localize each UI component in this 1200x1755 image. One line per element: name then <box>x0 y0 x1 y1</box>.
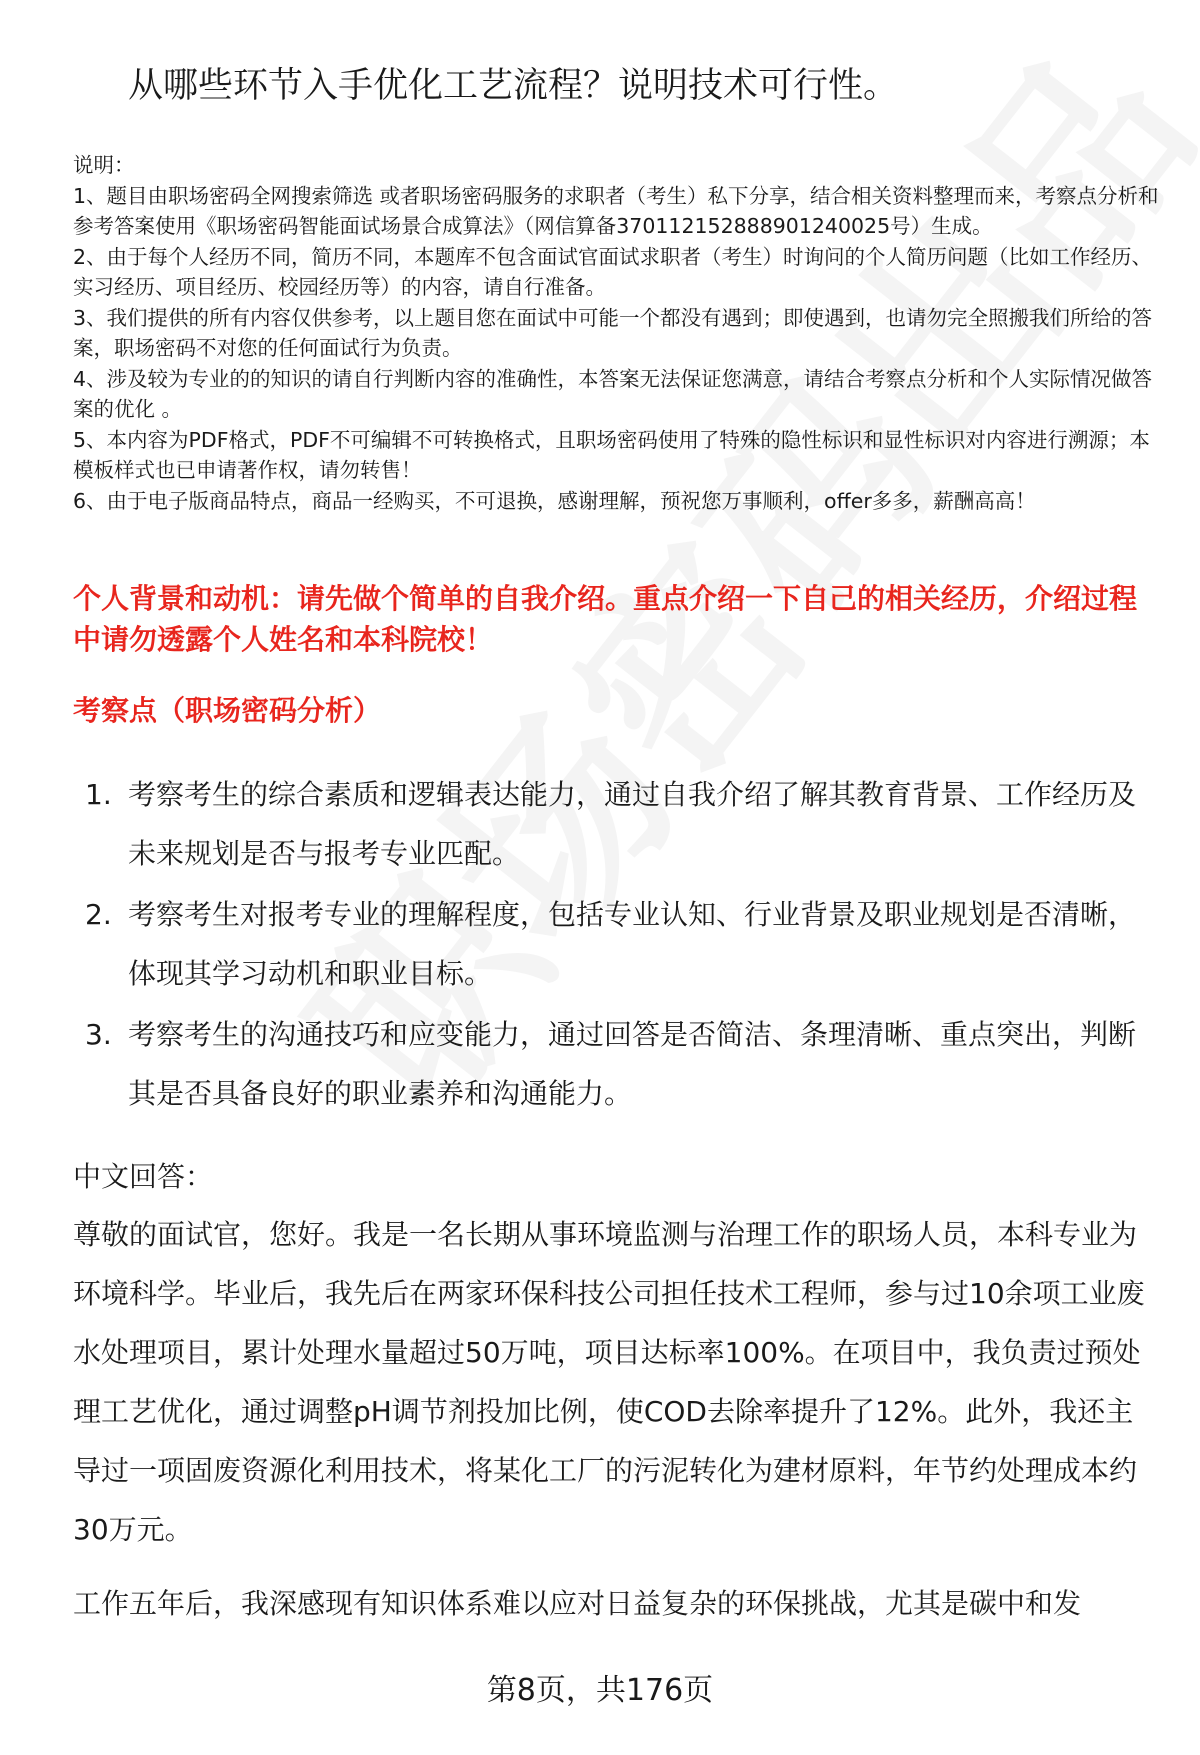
list-item <box>73 765 1153 883</box>
list-item-number: 2. <box>85 898 112 931</box>
question-title: 从哪些环节入手优化工艺流程？说明技术可行性。 <box>128 66 899 106</box>
list-item-number: 3. <box>85 1018 112 1051</box>
answer-paragraph: 尊敬的面试官，您好。我是一名长期从事环境监测与治理工作的职场人员，本科专业为环境科学。毕业后，我先后在两家环保科技公司担任技术工程师，参与过10余项工业废水处理项目，累计处理水量超过50万吨，项目达标率100%。在项目中，我负责过预处理工艺优化，通过调整pH调节剂投加比例，使COD去除率提升了12%。此外，我还主导过一项固废资源化利用技术，将某化工厂的污泥转化为建材原料，年节约处理成本约30万元。 <box>73 1218 1145 1546</box>
note-item: 1、题目由职场密码全网搜索筛选 或者职场密码服务的求职者（考生）私下分享，结合相关资料整理而来，考察点分析和参考答案使用《职场密码智能面试场景合成算法》（网信算备370112152888901240025号）生成。 <box>73 183 1159 238</box>
note-item: 6、由于电子版商品特点，商品一经购买，不可退换，感谢理解，预祝您万事顺利，offer多多，薪酬高高！ <box>73 488 1036 513</box>
answer-body <box>73 1205 1153 1633</box>
list-item-text: 考察考生对报考专业的理解程度，包括专业认知、行业背景及职业规划是否清晰，体现其学习动机和职业目标。 <box>128 898 1137 990</box>
list-item <box>73 1005 1153 1123</box>
note-item: 3、我们提供的所有内容仅供参考，以上题目您在面试中可能一个都没有遇到；即使遇到，也请勿完全照搬我们所给的答案，职场密码不对您的任何面试行为负责。 <box>73 305 1153 360</box>
note-item: 5、本内容为PDF格式，PDF不可编辑不可转换格式，且职场密码使用了特殊的隐性标识和显性标识对内容进行溯源；本模板样式也已申请著作权，请勿转售！ <box>73 427 1150 482</box>
list-item-text: 考察考生的沟通技巧和应变能力，通过回答是否简洁、条理清晰、重点突出，判断其是否具备良好的职业素养和沟通能力。 <box>128 1018 1137 1110</box>
list-item <box>73 885 1153 1003</box>
assessment-points-heading: 考察点（职场密码分析） <box>73 694 382 727</box>
note-item: 4、涉及较为专业的的知识的请自行判断内容的准确性，本答案无法保证您满意，请结合考察点分析和个人实际情况做答案的优化 。 <box>73 366 1153 421</box>
interview-question-heading: 个人背景和动机：请先做个简单的自我介绍。重点介绍一下自己的相关经历，介绍过程中请勿透露个人姓名和本科院校！ <box>73 582 1138 656</box>
notes-label: 说明： <box>73 153 135 177</box>
list-item-text: 考察考生的综合素质和逻辑表达能力，通过自我介绍了解其教育背景、工作经历及未来规划是否与报考专业匹配。 <box>128 778 1137 870</box>
answer-label: 中文回答： <box>73 1160 214 1193</box>
disclaimer-notes <box>73 150 1163 516</box>
assessment-points-list <box>73 765 1153 1125</box>
page-number: 第8页，共176页 <box>486 1673 714 1708</box>
answer-paragraph: 工作五年后，我深感现有知识体系难以应对日益复杂的环保挑战，尤其是碳中和发 <box>73 1587 1082 1620</box>
list-item-number: 1. <box>85 778 112 811</box>
note-item: 2、由于每个人经历不同，简历不同，本题库不包含面试官面试求职者（考生）时询问的个人简历问题（比如工作经历、实习经历、项目经历、校园经历等）的内容，请自行准备。 <box>73 244 1153 299</box>
